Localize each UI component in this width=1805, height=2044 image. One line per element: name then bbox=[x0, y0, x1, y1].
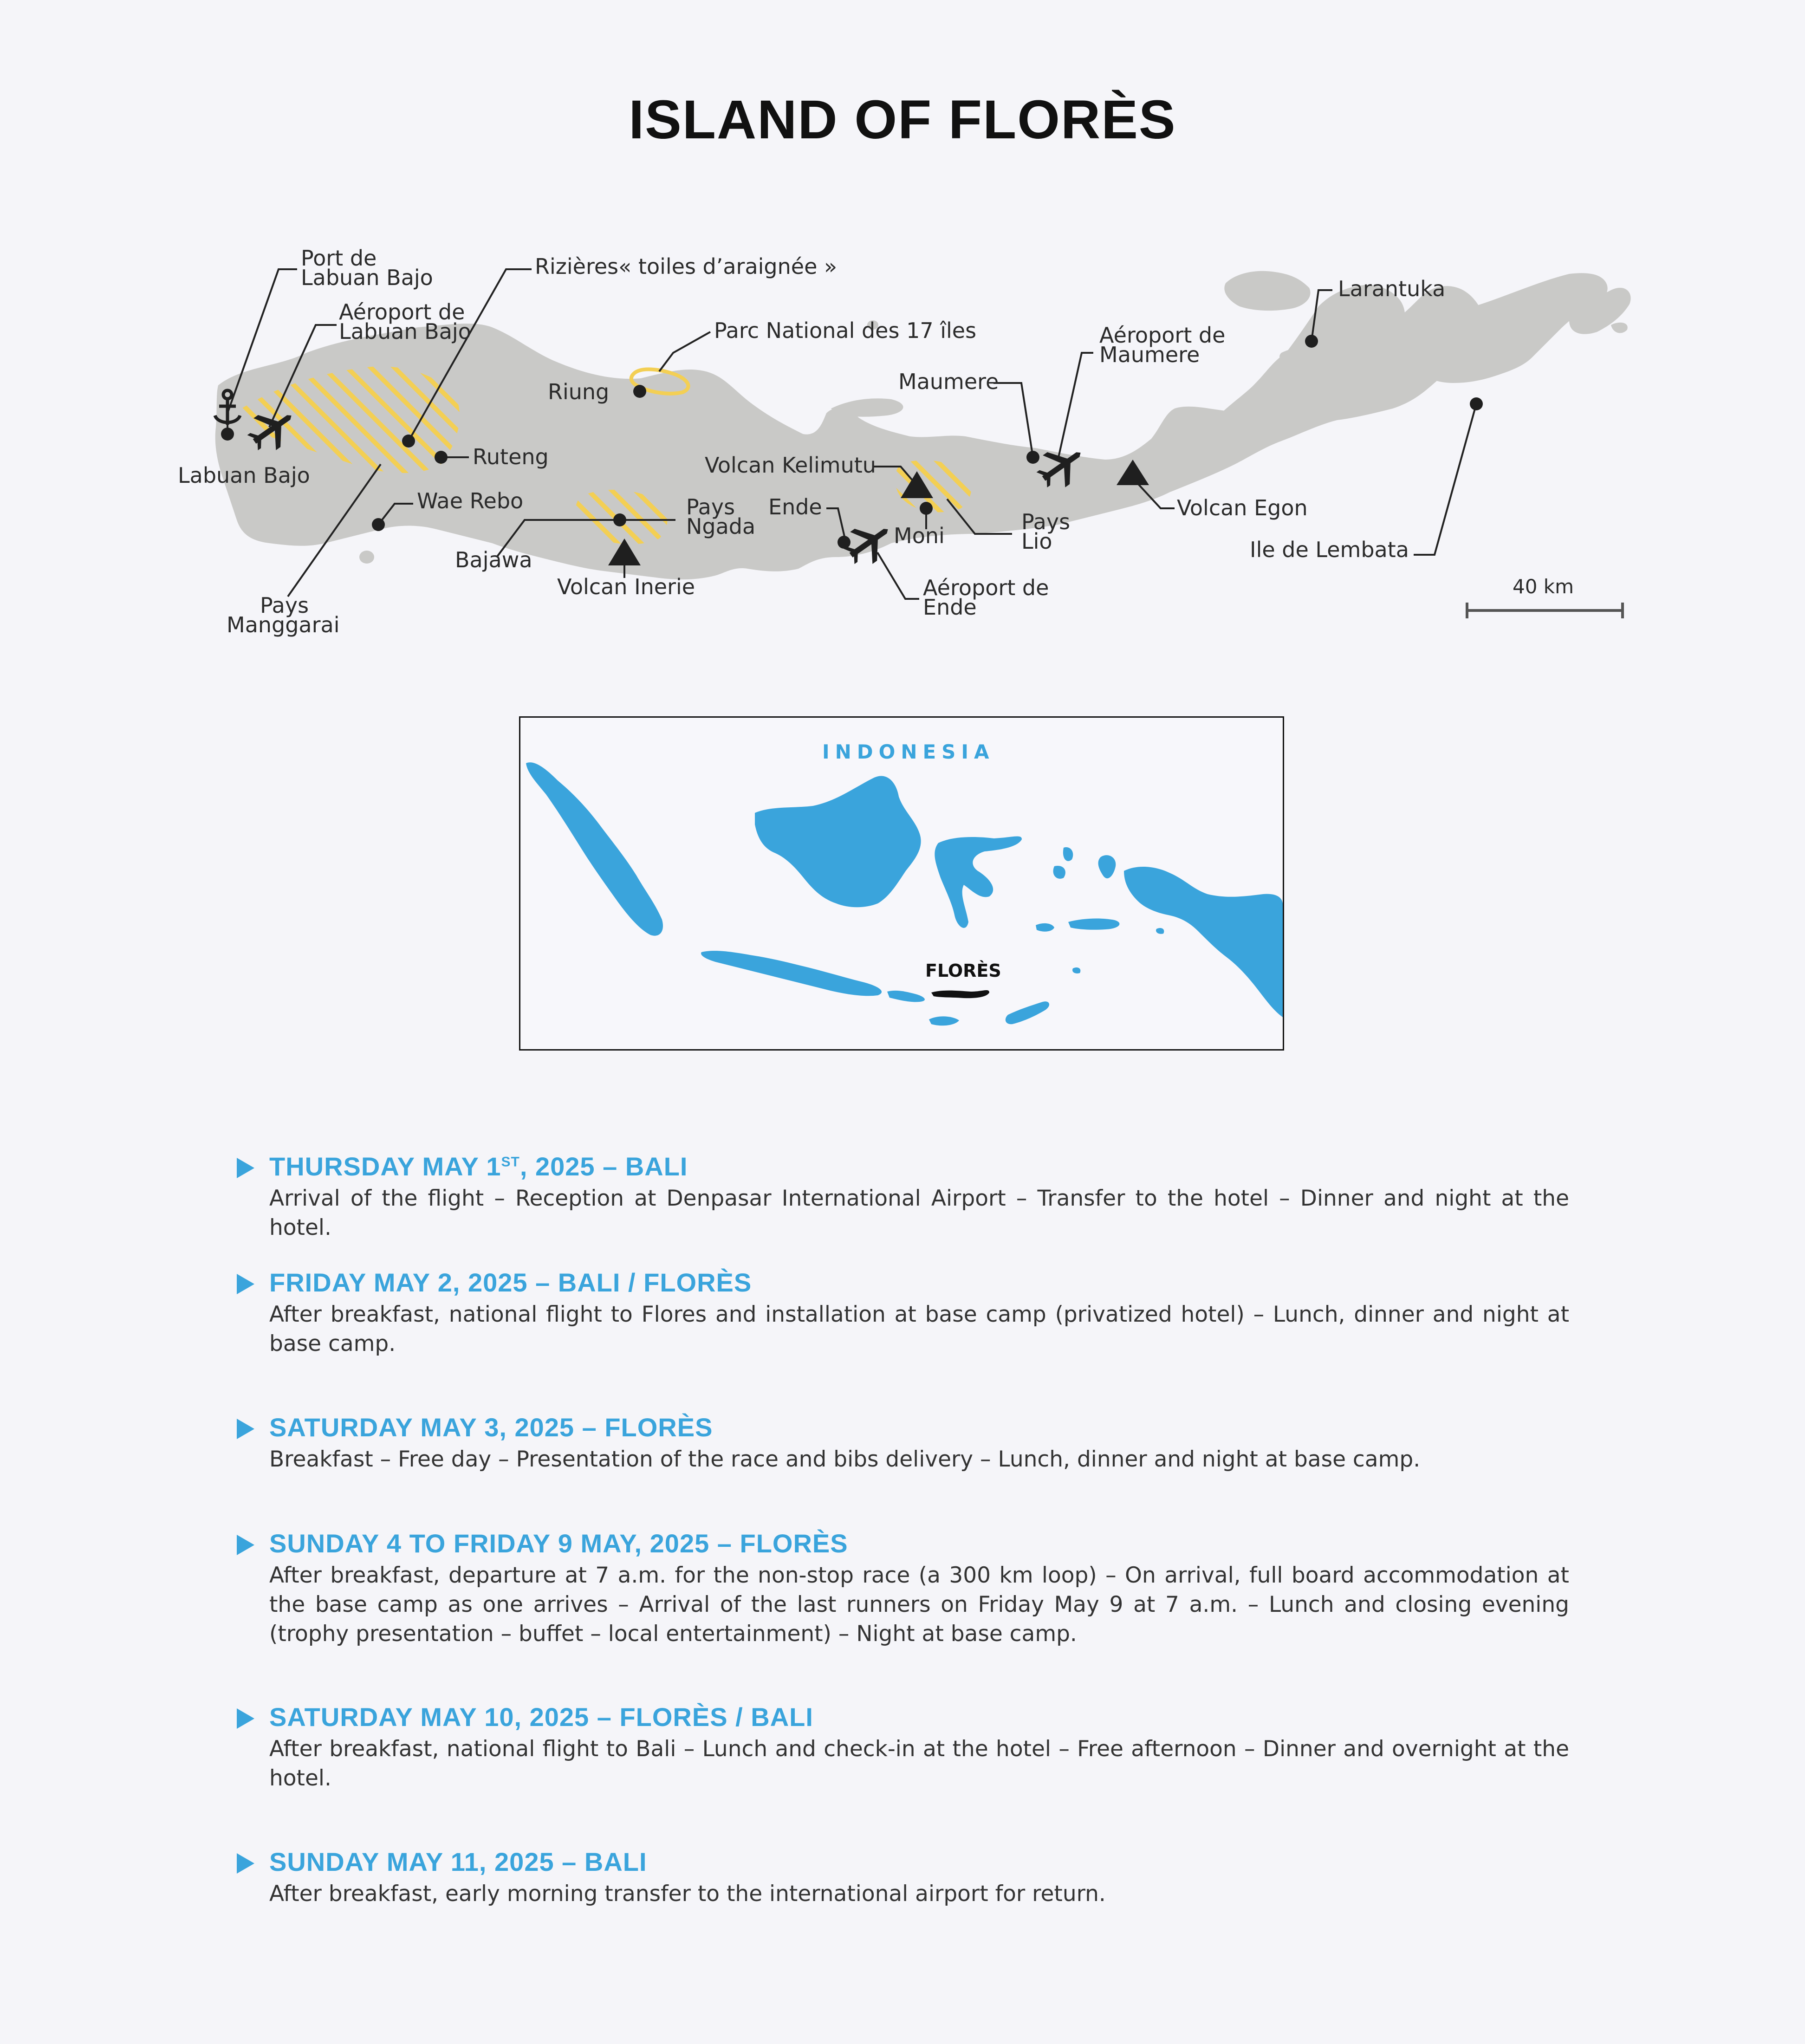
indonesia-inset-map bbox=[519, 716, 1284, 1051]
label-pays-lio-line1: Pays bbox=[1021, 509, 1071, 534]
location-dot-icon bbox=[1305, 335, 1318, 348]
java bbox=[701, 951, 882, 996]
day-description: After breakfast, national flight to Flores and installation at base camp (privatized hotel) – Lunch, dinner and night at base camp. bbox=[269, 1302, 1569, 1356]
maluku-2 bbox=[1053, 866, 1065, 879]
label-pays-ngada-line1: Pays bbox=[686, 494, 735, 519]
triangle-arrow-icon bbox=[237, 1535, 254, 1555]
label-larantuka: Larantuka bbox=[1338, 276, 1446, 301]
buru bbox=[1036, 923, 1054, 932]
island-small-2 bbox=[1072, 967, 1080, 973]
day-title: SUNDAY MAY 11, 2025 – BALI bbox=[269, 1847, 647, 1876]
label-ruteng: Ruteng bbox=[473, 444, 549, 469]
label-maumere: Maumere bbox=[898, 369, 999, 394]
label-volcan-inerie: Volcan Inerie bbox=[557, 574, 695, 599]
flores-highlight bbox=[931, 990, 989, 998]
location-dot-icon bbox=[402, 435, 415, 448]
islet-1 bbox=[1611, 323, 1628, 333]
location-dot-icon bbox=[1470, 397, 1483, 410]
label-rice: Rizières« toiles d’araignée » bbox=[535, 254, 838, 279]
triangle-arrow-icon bbox=[237, 1274, 254, 1294]
indonesia-land bbox=[526, 762, 1283, 1025]
location-dot-icon bbox=[1026, 451, 1039, 464]
inset-title: INDONESIA bbox=[822, 740, 995, 763]
location-dot-icon bbox=[633, 385, 646, 398]
flores-map bbox=[0, 223, 1805, 668]
islet-2 bbox=[359, 551, 374, 564]
adonara-island bbox=[1224, 271, 1310, 311]
label-port-line1: Port de bbox=[301, 246, 377, 271]
itinerary-day bbox=[237, 1528, 1574, 1648]
label-pays-manggarai bbox=[227, 593, 340, 637]
label-airport-labuan-line1: Aéroport de bbox=[339, 299, 465, 324]
label-parc: Parc National des 17 îles bbox=[714, 318, 977, 343]
day-description: After breakfast, departure at 7 a.m. for the non-stop race (a 300 km loop) – On arrival, full board accommodation at the base camp as one arrives – Arrival of the last runners on Friday May 9 at 7 a.m. – Lunch and closing evening (trophy presentation – buffet – local entertainment) – Night at base camp. bbox=[269, 1563, 1569, 1647]
day-description: Breakfast – Free day – Presentation of the race and bibs delivery – Lunch, dinner and night at base camp. bbox=[269, 1447, 1421, 1472]
label-airport-labuan-line2: Labuan Bajo bbox=[339, 319, 471, 344]
day-title: SATURDAY MAY 10, 2025 – FLORÈS / BALI bbox=[269, 1702, 813, 1732]
sunda-islands bbox=[887, 991, 925, 1002]
label-port bbox=[301, 246, 433, 290]
label-pays-lio-line2: Lio bbox=[1021, 529, 1052, 554]
triangle-arrow-icon bbox=[237, 1419, 254, 1439]
label-volcan-kelimutu: Volcan Kelimutu bbox=[705, 453, 876, 478]
sulawesi bbox=[935, 837, 1022, 928]
triangle-arrow-icon bbox=[237, 1708, 254, 1729]
label-volcan-egon: Volcan Egon bbox=[1177, 495, 1308, 520]
label-moni: Moni bbox=[894, 523, 945, 548]
timor bbox=[1006, 1001, 1049, 1024]
itinerary-day bbox=[237, 1847, 1574, 1908]
label-airport-ende bbox=[923, 575, 1049, 620]
itinerary-day bbox=[237, 1702, 1574, 1793]
seram bbox=[1068, 919, 1119, 930]
label-ende: Ende bbox=[768, 494, 822, 519]
label-airport-ende-line2: Ende bbox=[923, 595, 977, 620]
scale-bar bbox=[1467, 603, 1623, 618]
label-port-line2: Labuan Bajo bbox=[301, 265, 433, 290]
halmahera bbox=[1098, 855, 1116, 878]
label-labuan-bajo: Labuan Bajo bbox=[178, 463, 310, 488]
islet-4 bbox=[831, 398, 903, 417]
day-title: FRIDAY MAY 2, 2025 – BALI / FLORÈS bbox=[269, 1268, 752, 1297]
label-airport-maumere bbox=[1099, 323, 1225, 367]
label-bajawa: Bajawa bbox=[455, 547, 532, 572]
label-airport-ende-line1: Aéroport de bbox=[923, 575, 1049, 600]
label-airport-maumere-line1: Aéroport de bbox=[1099, 323, 1226, 348]
day-description: After breakfast, early morning transfer to the international airport for return. bbox=[269, 1881, 1106, 1907]
sumatra bbox=[526, 762, 663, 936]
label-pays-manggarai-line2: Manggarai bbox=[227, 612, 340, 637]
itinerary-day bbox=[237, 1412, 1574, 1474]
borneo bbox=[755, 776, 921, 908]
location-dot-icon bbox=[613, 513, 626, 526]
label-lembata: Ile de Lembata bbox=[1250, 537, 1409, 562]
day-description: Arrival of the flight – Reception at Denpasar International Airport – Transfer to the hotel – Dinner and night at the hotel. bbox=[269, 1186, 1569, 1240]
label-airport-labuan bbox=[339, 299, 471, 344]
label-pays-ngada-line2: Ngada bbox=[686, 514, 756, 539]
location-dot-icon bbox=[435, 451, 448, 464]
label-wae-rebo: Wae Rebo bbox=[417, 488, 524, 513]
triangle-arrow-icon bbox=[237, 1158, 254, 1178]
sumba bbox=[929, 1016, 959, 1025]
label-airport-maumere-line2: Maumere bbox=[1099, 342, 1200, 367]
label-pays-manggarai-line1: Pays bbox=[260, 593, 309, 618]
triangle-arrow-icon bbox=[237, 1853, 254, 1874]
inset-flores-label: FLORÈS bbox=[925, 960, 1001, 981]
itinerary-day bbox=[237, 1151, 1574, 1242]
location-dot-icon bbox=[372, 518, 385, 531]
location-dot-icon bbox=[838, 536, 851, 549]
island-small-3 bbox=[1156, 928, 1164, 934]
day-title: SUNDAY 4 TO FRIDAY 9 MAY, 2025 – FLORÈS bbox=[269, 1529, 848, 1558]
label-riung: Riung bbox=[548, 379, 610, 404]
location-dot-icon bbox=[920, 502, 933, 515]
day-description: After breakfast, national flight to Bali – Lunch and check-in at the hotel – Free afternoon – Dinner and overnight at the hotel. bbox=[269, 1736, 1569, 1791]
day-title: THURSDAY MAY 1ST, 2025 – BALI bbox=[269, 1152, 688, 1181]
label-pays-lio bbox=[1021, 509, 1070, 554]
papua bbox=[1124, 867, 1283, 1017]
location-dot-icon bbox=[221, 428, 234, 441]
day-title: SATURDAY MAY 3, 2025 – FLORÈS bbox=[269, 1413, 713, 1442]
label-scale: 40 km bbox=[1513, 575, 1574, 598]
maluku-1 bbox=[1063, 847, 1073, 861]
itinerary-day bbox=[237, 1267, 1574, 1358]
page-title: ISLAND OF FLORÈS bbox=[629, 89, 1176, 150]
